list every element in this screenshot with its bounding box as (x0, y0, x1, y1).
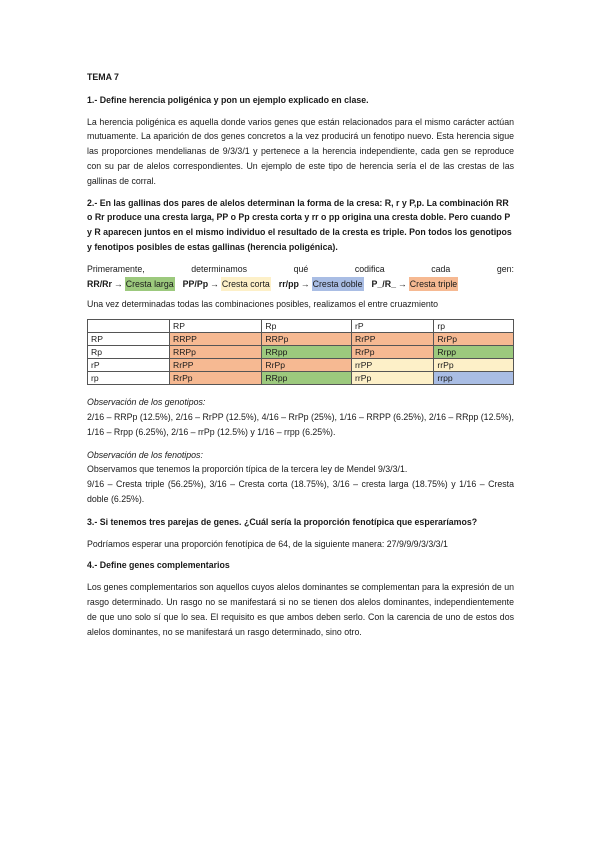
question-4-heading: 4.- Define genes complementarios (87, 560, 230, 571)
phenotype-observation (87, 448, 514, 507)
genotype-observation-text: 2/16 – RRPp (12.5%), 2/16 – RrPP (12.5%), 4/16 – RrPp (25%), 1/16 – RRPP (6.25%), 2/16 – RRpp (12.5%), 1/16 – Rrpp (6.25%), 2/16 – rrPp (12.5%) y 1/16 – rrpp (6.25%). (87, 411, 514, 437)
genotype-cell: RrPP (351, 333, 433, 346)
legend-phenotype: Cresta corta (221, 277, 271, 292)
legend-genes: rr/pp (278, 278, 299, 289)
legend-phenotype: Cresta triple (409, 277, 458, 292)
genotype-cell: rrPP (351, 359, 433, 372)
legend-phenotype: Cresta doble (312, 277, 364, 292)
table-row (88, 359, 514, 372)
table-row (88, 333, 514, 346)
genotype-cell: rrPp (351, 372, 433, 385)
legend-genes: RR/Rr (87, 278, 112, 289)
table-row (88, 372, 514, 385)
table-header-row (88, 320, 514, 333)
arrow-icon: → (300, 278, 310, 289)
intro-word: determinamos (191, 263, 247, 274)
intro-word: Primeramente, (87, 263, 145, 274)
punnett-table (87, 319, 514, 385)
genotype-cell: RrPp (262, 359, 352, 372)
table-row-label: RP (88, 333, 170, 346)
question-3-answer: Podríamos esperar una proporción fenotípica de 64, de la siguiente manera: 27/9/9/9/3/3/3/1 (87, 538, 448, 549)
phenotype-legend (87, 277, 514, 292)
intro-word: cada (431, 263, 451, 274)
table-row-label: rp (88, 372, 170, 385)
genotype-cell: rrPp (434, 359, 514, 372)
intro-word: codifica (354, 263, 385, 274)
arrow-icon: → (210, 278, 219, 289)
question-3-heading: 3.- Si tenemos tres parejas de genes. ¿Cuál sería la proporción fenotípica que esperaríamos? (87, 516, 478, 527)
question-2-heading: 2.- En las gallinas dos pares de alelos determinan la forma de la cresa: R, r y P,p. La combinación RR o Rr produce una cresta larga, PP o Pp cresta corta y rr o pp origina una cresta doble. Pero cuando P y R aparecen juntos en el mismo individuo el resultado de la cresta es triple. Pon todos los genotipos y fenotipos posibles de estas gallinas (herencia poligénica). (87, 197, 512, 252)
table-row-label: Rp (88, 346, 170, 359)
question-4-answer: Los genes complementarios son aquellos cuyos alelos dominantes se complementan para la expresión de un rasgo determinado. Un rasgo no se manifestará si no se tienen dos alelos dominantes, independientemente de que uno solo sí que lo sea. El requisito es que ambos deben serlo. Con la carencia de uno de estos dos alelos dominantes, no se manifestará un rasgo determinado, sino otro. (87, 582, 514, 637)
genotype-cell: RRpp (262, 372, 352, 385)
genotype-cell: RRPp (170, 346, 262, 359)
table-header-cell (88, 320, 170, 333)
table-row (88, 346, 514, 359)
page-title: TEMA 7 (87, 72, 119, 82)
legend-genes: PP/Pp (182, 278, 209, 289)
question-1-heading: 1.- Define herencia poligénica y pon un ejemplo explicado en clase. (87, 94, 369, 105)
genotype-cell: RrPp (434, 333, 514, 346)
genotype-cell: Rrpp (434, 346, 514, 359)
intro-word: gen: (496, 263, 514, 274)
intro-word: qué (293, 263, 309, 274)
genotype-cell: RRPp (262, 333, 352, 346)
intro-line (87, 262, 514, 277)
table-header-cell: Rp (262, 320, 352, 333)
document-page (87, 70, 514, 646)
table-header-cell: rP (351, 320, 433, 333)
table-header-cell: RP (170, 320, 262, 333)
genotype-cell: rrpp (434, 372, 514, 385)
genotype-cell: RrPP (170, 359, 262, 372)
genotype-cell: RrPp (170, 372, 262, 385)
phenotype-observation-title: Observación de los fenotipos: (87, 449, 203, 460)
genotype-cell: RrPp (351, 346, 433, 359)
arrow-icon: → (397, 278, 407, 289)
table-header-cell: rp (434, 320, 514, 333)
legend-genes: P_/R_ (371, 278, 396, 289)
phenotype-observation-line-1: Observamos que tenemos la proporción típica de la tercera ley de Mendel 9/3/3/1. (87, 464, 408, 475)
legend-phenotype: Cresta larga (125, 277, 175, 292)
question-1-answer: La herencia poligénica es aquella donde varios genes que están relacionados para el mismo carácter actúan mutuamente. La aparición de dos genes concretos a la vez producirá un fenotipo nuevo. Esta herencia sigue las proporciones mendelianas de 9/3/3/1 y pertenece a la herencia independiente, cada gen se reproduce con su par de alelos correspondientes. Un ejemplo de este tipo de herencia sería el de las crestas de las gallinas de corral. (87, 116, 514, 186)
phenotype-observation-line-2: 9/16 – Cresta triple (56.25%), 3/16 – Cresta corta (18.75%), 3/16 – cresta larga (18.75%) y 1/16 – Cresta doble (6.25%). (87, 479, 514, 504)
genotype-observation-title: Observación de los genotipos: (87, 397, 206, 408)
genotype-cell: RRpp (262, 346, 352, 359)
arrow-icon: → (113, 278, 123, 289)
combinations-text: Una vez determinadas todas las combinaciones posibles, realizamos el entre cruazmiento (87, 299, 439, 310)
table-row-label: rP (88, 359, 170, 372)
genotype-observation (87, 395, 514, 439)
genotype-cell: RRPP (170, 333, 262, 346)
